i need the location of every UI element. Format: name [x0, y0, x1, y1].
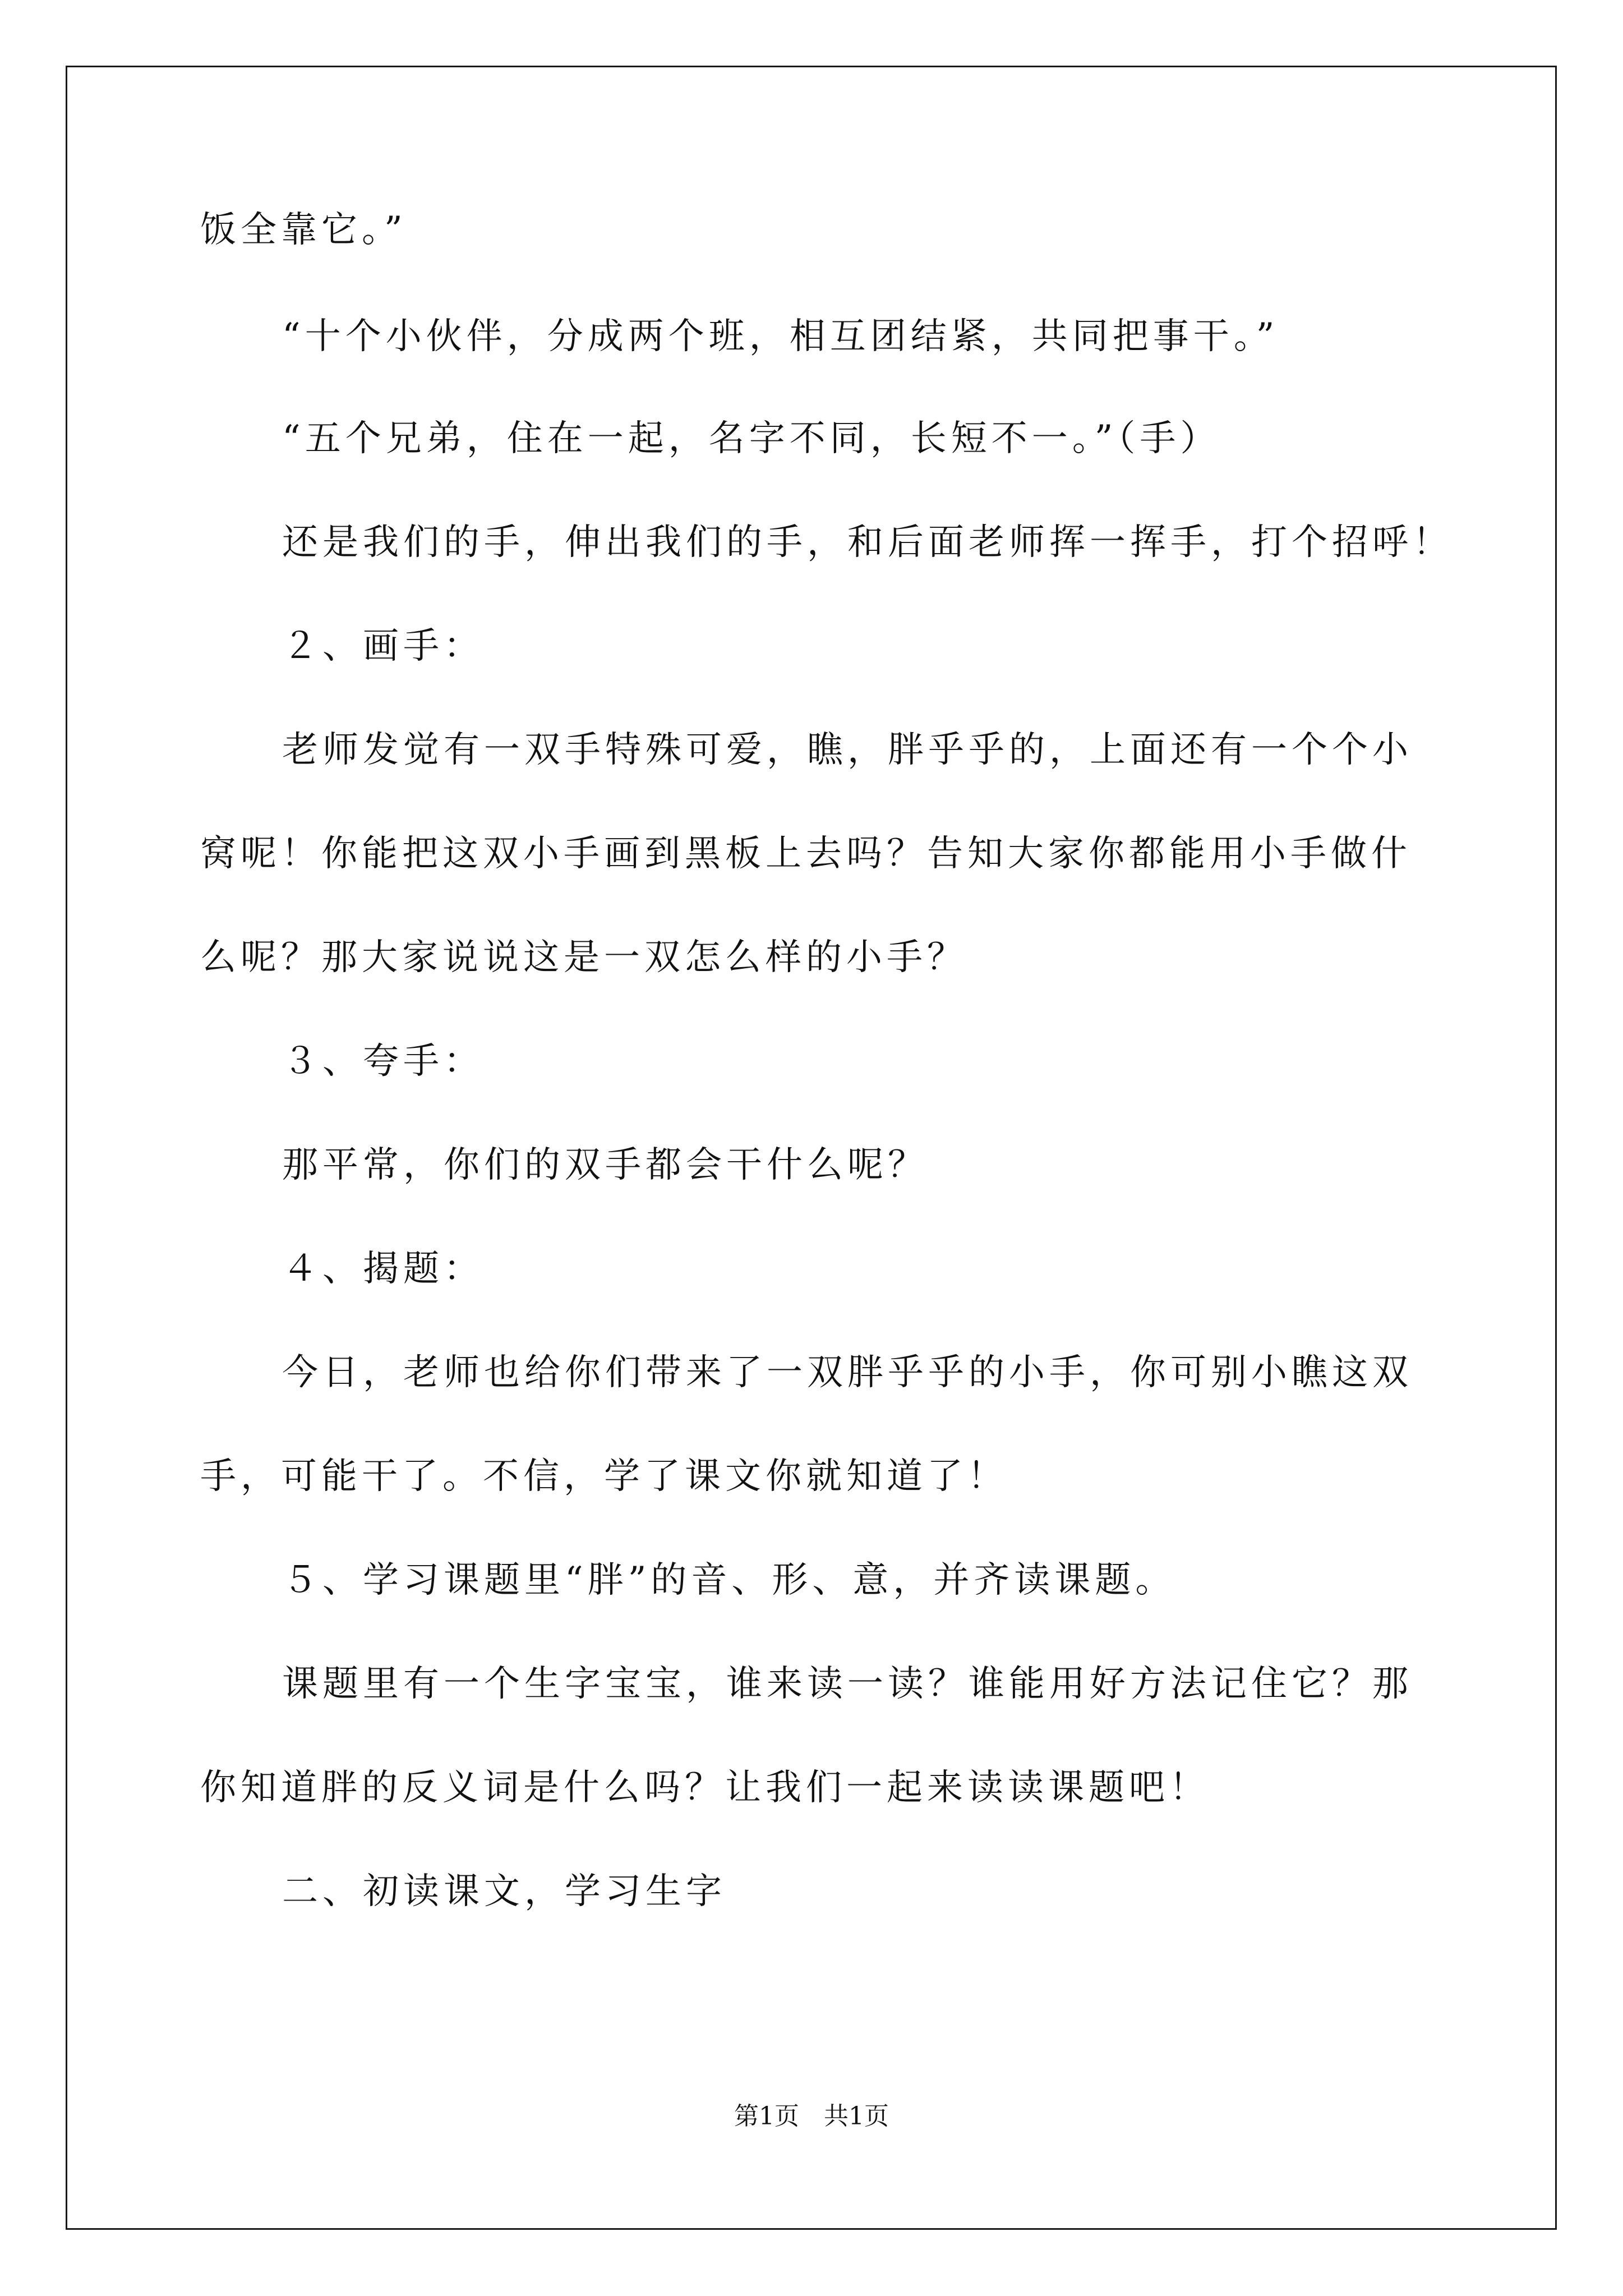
section-heading-reveal-title: ４、揭题：	[282, 1248, 484, 1290]
text-line-1: 饭全靠它。”	[200, 209, 407, 251]
text-line-3: “五个兄弟，住在一起，名字不同，长短不一。”（手）	[282, 418, 1221, 459]
text-line-12: 今日，老师也给你们带来了一双胖乎乎的小手，你可别小瞧这双	[282, 1352, 1413, 1393]
section-heading-praise-hand: ３、夸手：	[282, 1041, 484, 1082]
text-line-13: 手，可能干了。不信，学了课文你就知道了！	[200, 1456, 1008, 1497]
text-line-7: 窝呢！你能把这双小手画到黑板上去吗？告知大家你都能用小手做什	[200, 833, 1412, 875]
text-line-4: 还是我们的手，伸出我们的手，和后面老师挥一挥手，打个招呼！	[282, 522, 1453, 563]
text-line-16: 你知道胖的反义词是什么吗？让我们一起来读读课题吧！	[200, 1767, 1210, 1809]
text-line-15: 课题里有一个生字宝宝，谁来读一读？谁能用好方法记住它？那	[282, 1663, 1413, 1705]
section-heading-study-title: ５、学习课题里“胖”的音、形、意，并齐读课题。	[282, 1559, 1176, 1601]
text-line-2: “十个小伙伴，分成两个班，相互团结紧，共同把事干。”	[282, 316, 1279, 357]
section-heading-first-reading: 二、初读课文，学习生字	[282, 1871, 726, 1912]
text-line-8: 么呢？那大家说说这是一双怎么样的小手？	[200, 937, 967, 978]
text-line-10: 那平常，你们的双手都会干什么呢？	[282, 1144, 928, 1186]
section-heading-draw-hand: ２、画手：	[282, 625, 484, 667]
text-line-6: 老师发觉有一双手特殊可爱，瞧，胖乎乎的，上面还有一个个小	[282, 729, 1413, 771]
page-number-footer: 第1页 共1页	[734, 2102, 889, 2131]
